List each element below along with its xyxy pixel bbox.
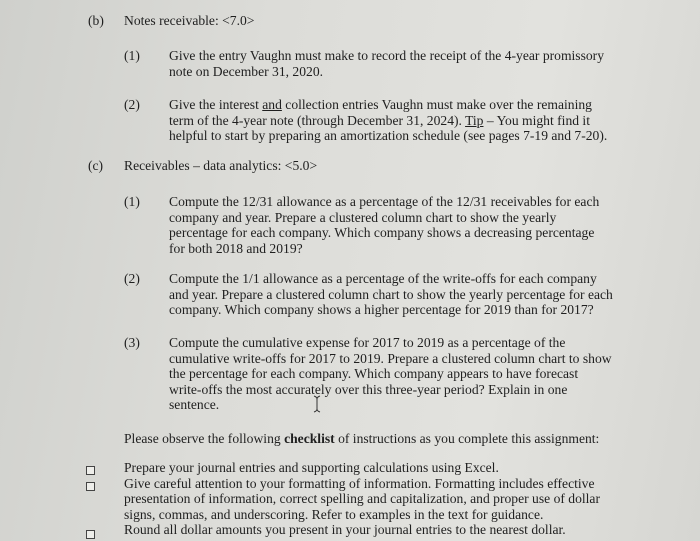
checklist-item: presentation of information, correct spelling and capitalization, and proper use of dollar (124, 491, 600, 507)
text-run: Please observe the following (124, 431, 285, 446)
item-c1-line: for both 2018 and 2019? (169, 240, 303, 256)
checklist-bold-word: checklist (284, 431, 335, 446)
text-run: Give the interest (169, 97, 263, 112)
item-c1-line: company and year. Prepare a clustered column chart to show the yearly (169, 209, 557, 225)
item-c2-number: (2) (124, 271, 140, 286)
checklist-intro (124, 431, 599, 447)
item-c3-line: the percentage for each company. Which company appears to have forecast (169, 366, 579, 382)
section-c-marker: (c) (88, 158, 104, 173)
item-b2-number: (2) (124, 97, 140, 112)
item-b2-line-3: helpful to start by preparing an amortization schedule (see pages 7-19 and 7-20). (169, 128, 608, 144)
item-b2-line-1 (169, 97, 607, 113)
item-c2-line: company. Which company shows a higher percentage for 2019 than for 2017? (169, 302, 594, 318)
item-c3-number: (3) (124, 335, 140, 350)
text-run: collection entries Vaughn must make over the remaining (281, 97, 592, 112)
item-c1-line: percentage for each company. Which company shows a decreasing percentage (169, 225, 595, 241)
item-c1-line: Compute the 12/31 allowance as a percentage of the 12/31 receivables for each (169, 194, 600, 209)
checklist-item: signs, commas, and underscoring. Refer to examples in the text for guidance. (124, 506, 544, 522)
checkbox-icon[interactable] (86, 530, 95, 539)
section-c-heading: Receivables – data analytics: <5.0> (124, 158, 318, 173)
checklist-item: Give careful attention to your formatting of information. Formatting includes effective (124, 475, 595, 491)
checklist-item: Prepare your journal entries and supporting calculations using Excel. (124, 460, 499, 475)
section-b-marker: (b) (88, 13, 104, 28)
section-b-heading: Notes receivable: <7.0> (124, 13, 255, 28)
item-b1-text (169, 48, 604, 79)
text-run: – You might find it (483, 112, 590, 128)
item-c3-line: Compute the cumulative expense for 2017 to 2019 as a percentage of the (169, 335, 566, 350)
item-c3-line: cumulative write-offs for 2017 to 2019. Prepare a clustered column chart to show (169, 350, 612, 366)
item-b2-text (169, 97, 607, 144)
checkbox-icon[interactable] (86, 482, 95, 491)
item-c2-line: and year. Prepare a clustered column chart to show the yearly percentage for each (169, 286, 613, 302)
checkbox-icon[interactable] (86, 466, 95, 475)
text-run: of instructions as you complete this assignment: (334, 431, 600, 446)
item-c3-line: sentence. (169, 397, 220, 413)
item-c1-number: (1) (124, 194, 140, 209)
item-c3-text (169, 335, 612, 413)
item-b1-number: (1) (124, 48, 140, 63)
underlined-word-and: and (262, 97, 282, 112)
underlined-word-tip: Tip (465, 112, 484, 128)
item-c1-text (169, 194, 599, 256)
item-b2-line-2 (169, 113, 607, 129)
item-b1-line: Give the entry Vaughn must make to record the receipt of the 4-year promissory (169, 48, 604, 63)
checklist-item: Round all dollar amounts you present in your journal entries to the nearest dollar. (124, 522, 566, 538)
item-b1-line: note on December 31, 2020. (169, 63, 324, 79)
text-cursor-icon (313, 395, 321, 413)
item-c2-text (169, 271, 613, 318)
item-c2-line: Compute the 1/1 allowance as a percentage of the write-offs for each company (169, 271, 597, 286)
item-c3-line: write-offs the most accurately over this three-year period? Explain in one (169, 381, 568, 397)
text-run: term of the 4-year note (through December 31, 2024). (169, 112, 466, 128)
checklist-items (124, 460, 600, 538)
